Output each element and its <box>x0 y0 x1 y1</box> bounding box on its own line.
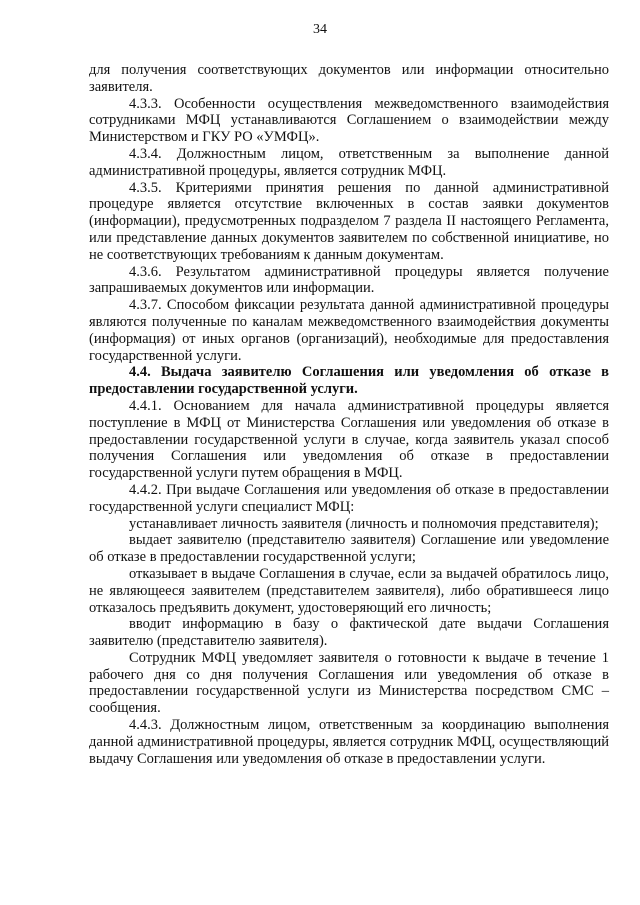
paragraph-4-3-3: 4.3.3. Особенности осуществления межведомственного взаимодействия сотрудниками МФЦ устанавливаются Соглашением о взаимодействии между Министерством и ГКУ РО «УМФЦ». <box>89 95 609 146</box>
paragraph-4-3-4: 4.3.4. Должностным лицом, ответственным за выполнение данной административной процедуры, является сотрудник МФЦ. <box>89 145 609 179</box>
list-item-issue: выдает заявителю (представителю заявителя) Соглашение или уведомление об отказе в предоставлении государственной услуги; <box>89 532 609 566</box>
paragraph-notification: Сотрудник МФЦ уведомляет заявителя о готовности к выдаче в течение 1 рабочего дня со дня получения Соглашения или уведомления об отказе в предоставлении государственной услуги из Министерства посредством СМС – сообщения. <box>89 649 609 717</box>
paragraph-4-3-5: 4.3.5. Критериями принятия решения по данной административной процедуре является отсутствие включенных в состав заявки документов (информации), предусмотренных подразделом 7 раздела II настоящего Регламента, или представление данных документов заявителем по собственной инициативе, но не соответствующих требованиям к данным документам. <box>89 179 609 263</box>
paragraph-4-3-7: 4.3.7. Способом фиксации результата данной административной процедуры являются полученные по каналам межведомственного взаимодействия документы (информация) от иных органов (организаций), необходимые для предоставления государственной услуги. <box>89 297 609 364</box>
page-number: 34 <box>313 22 327 37</box>
paragraph-4-4-2: 4.4.2. При выдаче Соглашения или уведомления об отказе в предоставлении государственной услуги специалист МФЦ: <box>89 481 609 515</box>
paragraph-continuation: для получения соответствующих документов или информации относительно заявителя. <box>89 62 609 95</box>
list-item-refuse: отказывает в выдаче Соглашения в случае, если за выдачей обратилось лицо, не являющееся заявителем (представителем заявителя), либо обратившееся лицо отказалось предъявить документ, удостоверяющий его личность; <box>89 565 609 616</box>
paragraph-4-4-3: 4.4.3. Должностным лицом, ответственным за координацию выполнения данной административной процедуры, является сотрудник МФЦ, осуществляющий выдачу Соглашения или уведомления об отказе в предоставлении услуги. <box>89 717 609 767</box>
paragraph-4-3-6: 4.3.6. Результатом административной процедуры является получение запрашиваемых документов или информации. <box>89 263 609 297</box>
list-item-record: вводит информацию в базу о фактической дате выдачи Соглашения заявителю (представителю заявителя). <box>89 616 609 650</box>
document-body <box>89 62 609 767</box>
paragraph-4-4-1: 4.4.1. Основанием для начала административной процедуры является поступление в МФЦ от Министерства Соглашения или уведомления об отказе в предоставлении государственной услуги в случае, когда заявитель указал способ получения Соглашения или уведомления об отказе в предоставлении государственной услуги путем обращения в МФЦ. <box>89 397 609 482</box>
section-heading-4-4: 4.4. Выдача заявителю Соглашения или уведомления об отказе в предоставлении государственной услуги. <box>89 364 609 398</box>
list-item-identity: устанавливает личность заявителя (личность и полномочия представителя); <box>129 515 599 532</box>
